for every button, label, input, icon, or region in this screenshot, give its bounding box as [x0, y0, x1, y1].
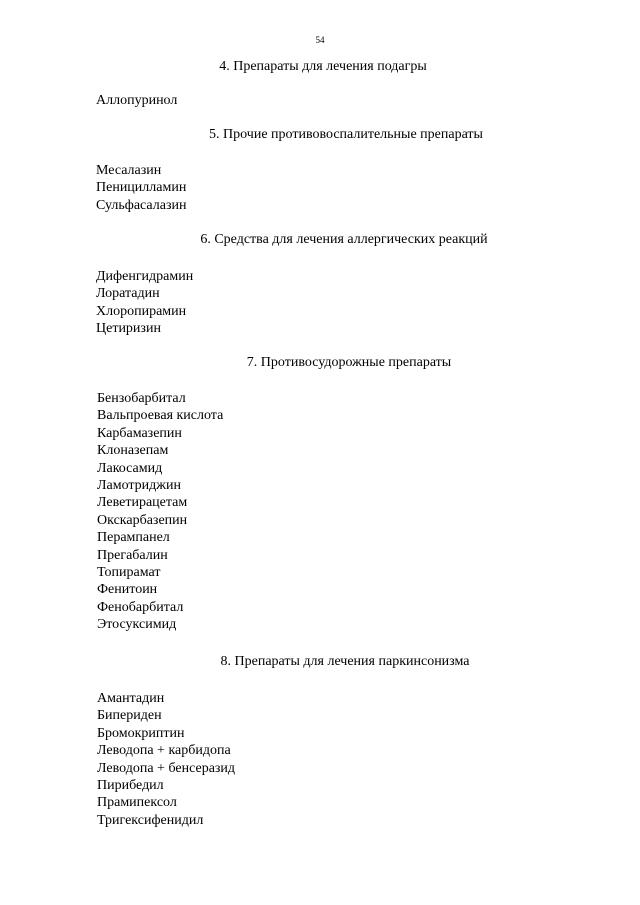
drug-list-item: Окскарбазепин	[97, 512, 188, 528]
drug-list-item: Клоназепам	[97, 443, 169, 459]
drug-list-item: Топирамат	[97, 565, 161, 581]
drug-list-parkinsonism	[97, 690, 235, 829]
drug-list-item: Бипериден	[97, 708, 162, 724]
section-heading-allergy: 6. Средства для лечения аллергических реакций	[200, 232, 488, 247]
section-heading-anticonvulsants: 7. Противосудорожные препараты	[246, 355, 452, 370]
section-heading-anti-inflammatory: 5. Прочие противовоспалительные препараты	[209, 127, 483, 142]
drug-list-item: Хлоропирамин	[96, 303, 187, 319]
drug-list-item: Амантадин	[97, 691, 165, 706]
drug-list-item: Прамипексол	[97, 795, 177, 811]
drug-list-item: Прегабалин	[97, 547, 168, 563]
drug-list-item: Пеницилламин	[96, 180, 187, 196]
drug-list-item: Этосуксимид	[97, 617, 177, 633]
drug-list-item: Аллопуринол	[96, 93, 178, 108]
drug-list-item: Месалазин	[96, 163, 162, 178]
drug-list-item: Ламотриджин	[97, 478, 181, 494]
drug-list-item: Фенобарбитал	[97, 599, 184, 615]
drug-list-item: Сульфасалазин	[96, 197, 187, 213]
drug-list-item: Леветирацетам	[97, 495, 188, 511]
drug-list-item: Тригексифенидил	[97, 812, 204, 828]
drug-list-item: Леводопа + карбидопа	[97, 743, 231, 759]
drug-list-item: Карбамазепин	[97, 425, 182, 441]
drug-list-item: Перампанел	[97, 530, 170, 546]
drug-list-item: Лоратадин	[96, 286, 160, 302]
drug-list-item: Леводопа + бенсеразид	[97, 760, 236, 776]
drug-list-item: Цетиризин	[96, 321, 161, 337]
drug-list-item: Дифенгидрамин	[96, 269, 194, 284]
drug-list-item: Бензобарбитал	[97, 391, 186, 406]
drug-list-anticonvulsants	[97, 390, 223, 634]
drug-list-item: Пирибедил	[97, 778, 164, 794]
drug-list-anti-inflammatory	[96, 162, 186, 214]
drug-list-gout	[96, 92, 177, 109]
drug-list-allergy	[96, 268, 193, 338]
drug-list-item: Бромокриптин	[97, 725, 185, 741]
page-number: 54	[315, 35, 325, 45]
drug-list-item: Вальпроевая кислота	[97, 408, 224, 424]
drug-list-item: Фенитоин	[97, 582, 158, 598]
drug-list-item: Лакосамид	[97, 460, 163, 476]
section-heading-parkinsonism: 8. Препараты для лечения паркинсонизма	[220, 654, 470, 669]
section-heading-gout: 4. Препараты для лечения подагры	[219, 59, 427, 74]
